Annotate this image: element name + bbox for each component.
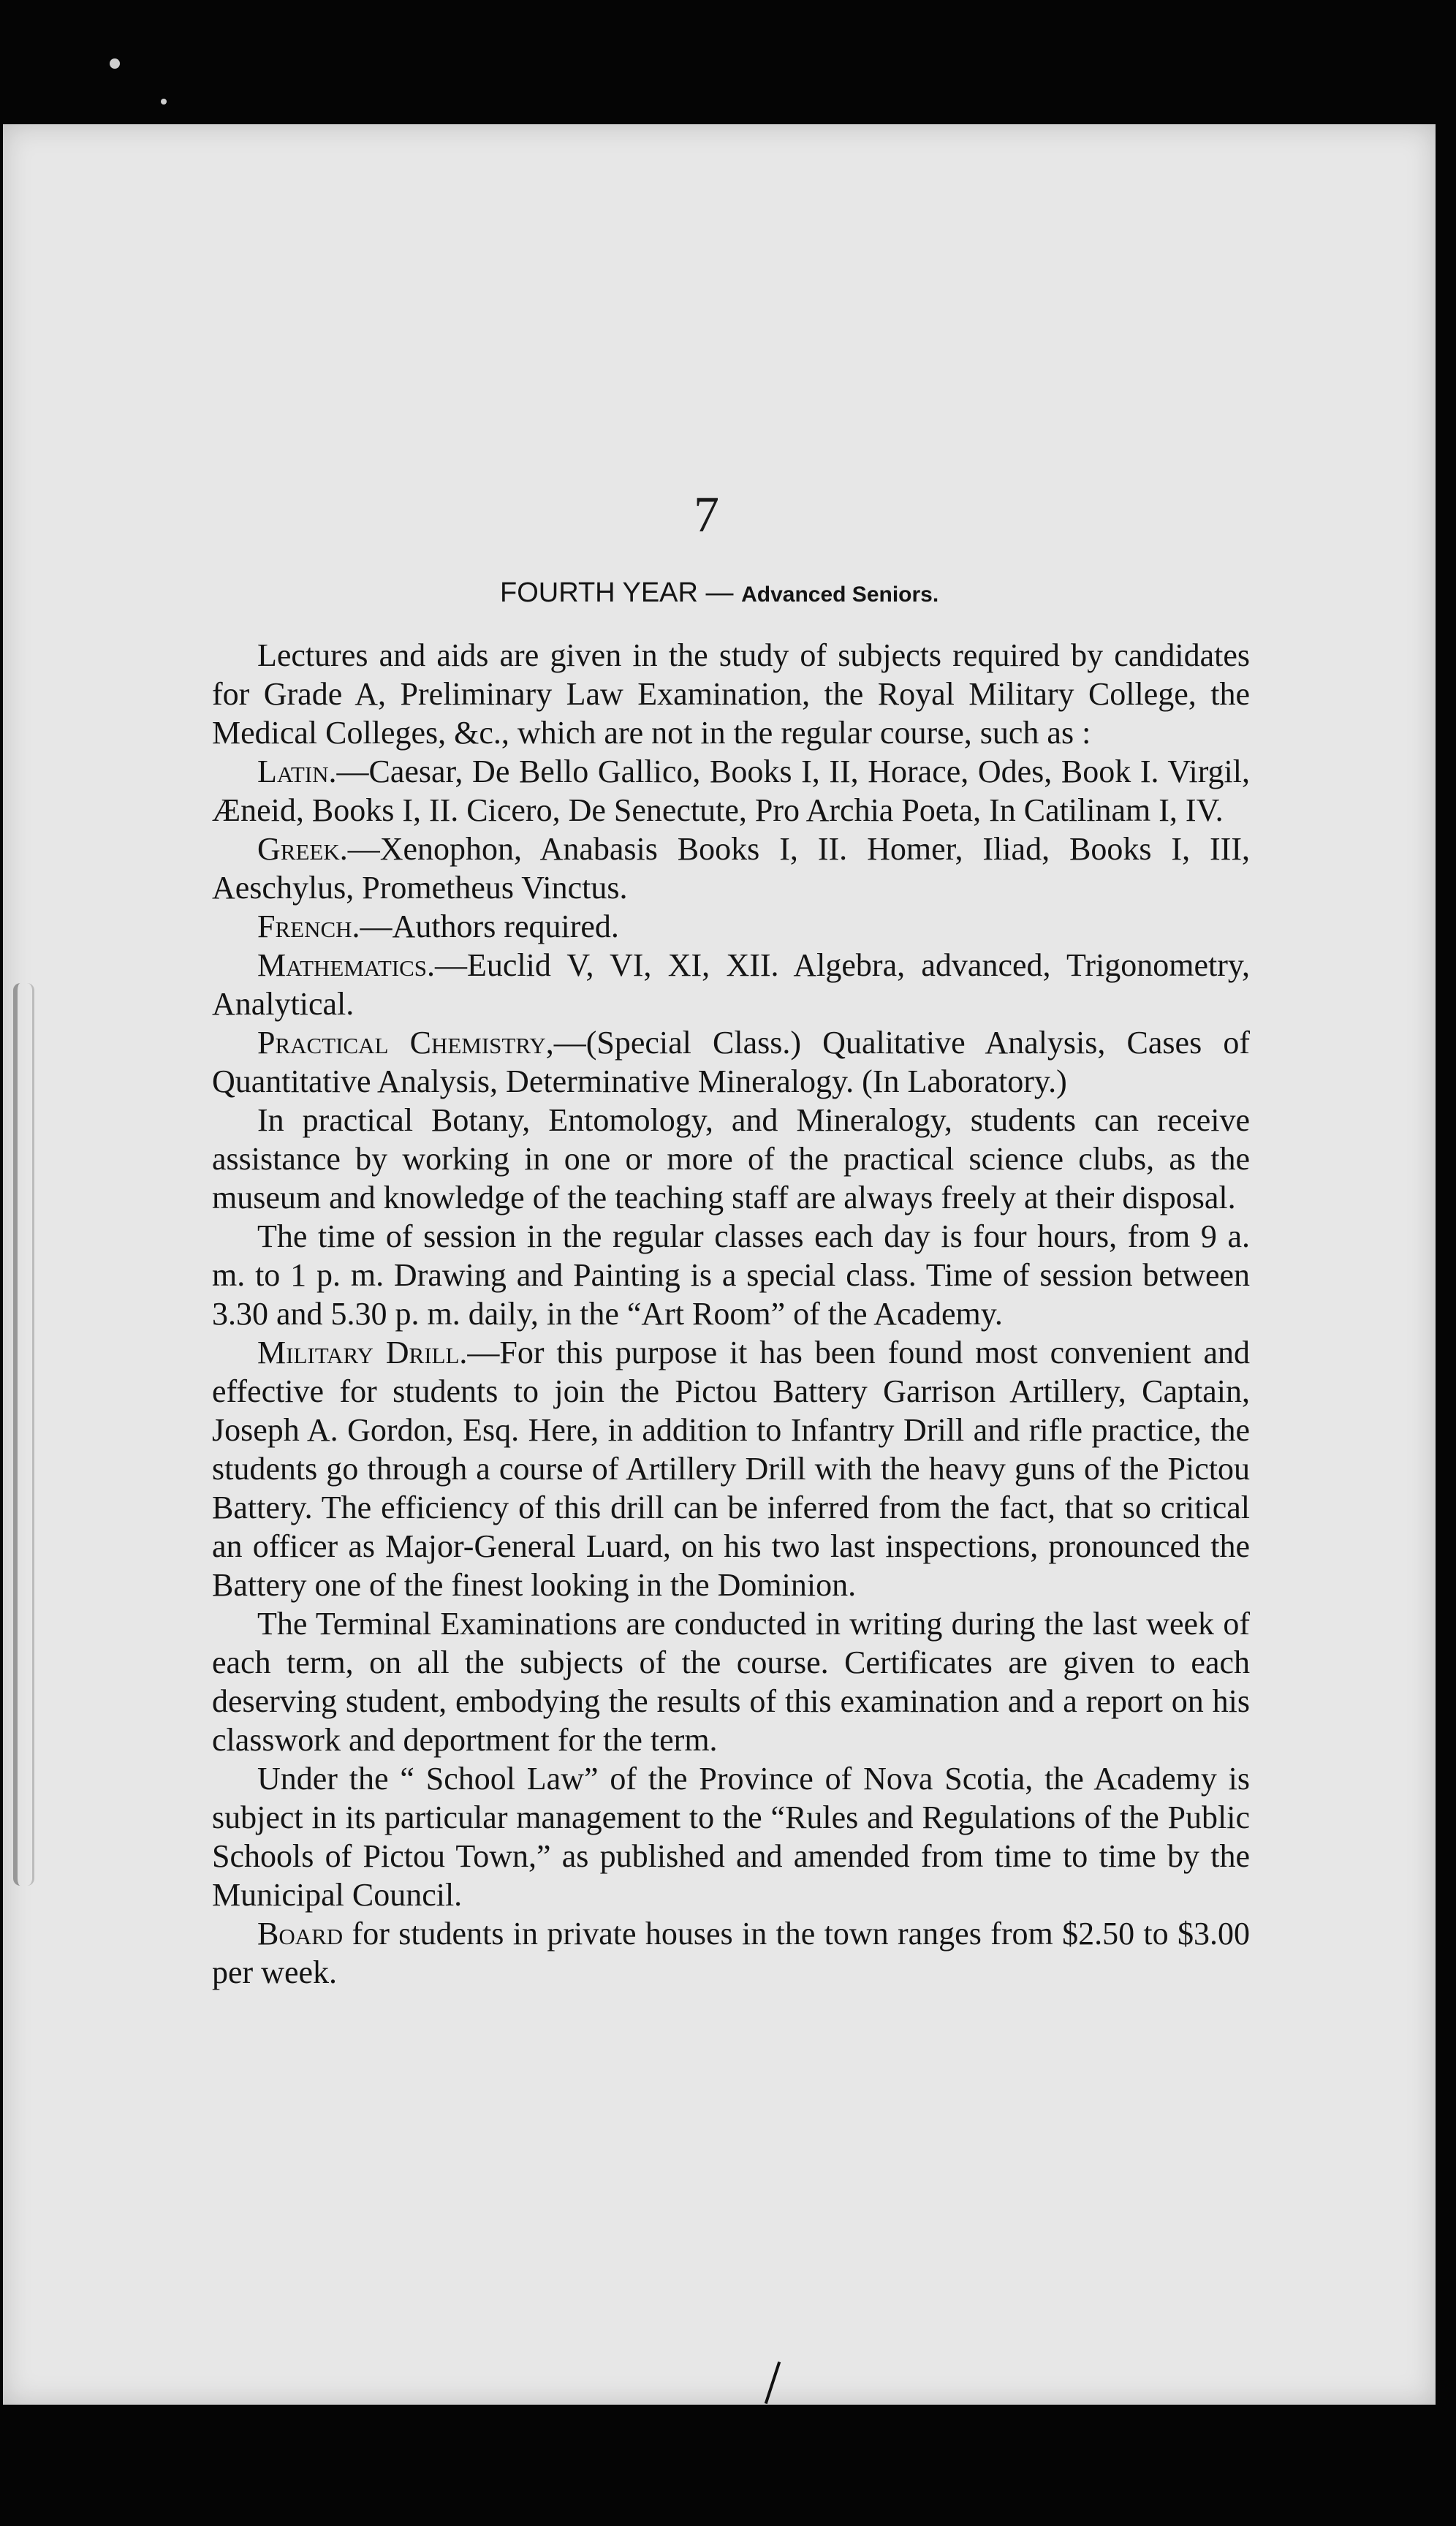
greek-label: Greek. [257, 831, 348, 867]
document-page [3, 124, 1436, 2405]
military-drill-paragraph [212, 1333, 1250, 1604]
latin-body: —Caesar, De Bello Gallico, Books I, II, Horace, Odes, Book I. Virgil, Æneid, Books I, II. Cicero, De Senectute, Pro Archia Poeta, In Catilinam I, IV. [212, 754, 1250, 828]
latin-paragraph [212, 752, 1250, 830]
french-label: French. [257, 909, 360, 944]
chemistry-label: Practical Chemistry, [257, 1025, 554, 1061]
scan-speck [110, 58, 120, 69]
intro-paragraph: Lectures and aids are given in the study of subjects required by candidates for Grade A, Preliminary Law Examination, the Royal Military College, the Medical Colleges, &c., which are not in the regular course, such as : [212, 637, 1250, 751]
body-text [212, 636, 1250, 1992]
chemistry-body: —(Special Class.) Qualitative Analysis, Cases of Quantitative Analysis, Determinative Mineralogy. (In Laboratory.) [212, 1025, 1250, 1099]
heading-sub: Advanced Seniors. [741, 583, 939, 607]
french-body: —Authors required. [360, 909, 619, 944]
chemistry-paragraph [212, 1023, 1250, 1101]
greek-paragraph [212, 830, 1250, 907]
mathematics-paragraph [212, 946, 1250, 1023]
board-label: Board [257, 1916, 344, 1952]
mathematics-body: —Euclid V, VI, XI, XII. Algebra, advanced, Trigonometry, Analytical. [212, 947, 1250, 1022]
french-paragraph [212, 907, 1250, 946]
board-paragraph [212, 1914, 1250, 1992]
mathematics-label: Mathematics. [257, 947, 436, 983]
page-number: 7 [694, 487, 719, 543]
section-heading [500, 577, 997, 609]
scan-speck [161, 99, 167, 105]
examinations-paragraph: The Terminal Examinations are conducted in writing during the last week of each term, on all the subjects of the course. Certificates are given to each deserving student, embodying the results of this examination and a report on his classwork and deportment for the term. [212, 1606, 1250, 1758]
greek-body: —Xenophon, Anabasis Books I, II. Homer, Iliad, Books I, III, Aeschylus, Prometheus Vinctus. [212, 831, 1250, 906]
latin-label: Latin. [257, 754, 337, 789]
session-paragraph: The time of session in the regular classes each day is four hours, from 9 a. m. to 1 p. m. Drawing and Painting is a special class. Time of session between 3.30 and 5.30 p. m. daily, in the “Art Room” of the Academy. [212, 1218, 1250, 1332]
military-drill-label: Military Drill. [257, 1335, 468, 1370]
botany-paragraph: In practical Botany, Entomology, and Mineralogy, students can receive assistance by working in one or more of the practical science clubs, as the museum and knowledge of the teaching staff are always freely at their disposal. [212, 1102, 1250, 1215]
board-body: for students in private houses in the town ranges from $2.50 to $3.00 per week. [212, 1916, 1250, 1990]
heading-main: FOURTH YEAR — [500, 577, 734, 608]
binding-string [13, 983, 34, 1886]
school-law-paragraph: Under the “ School Law” of the Province of Nova Scotia, the Academy is subject in its particular management to the “Rules and Regulations of the Public Schools of Pictou Town,” as published and amended from time to time by the Municipal Council. [212, 1761, 1250, 1913]
military-drill-body: —For this purpose it has been found most convenient and effective for students to join the Pictou Battery Garrison Artillery, Captain, Joseph A. Gordon, Esq. Here, in addition to Infantry Drill and rifle practice, the students go through a course of Artillery Drill with the heavy guns of the Pictou Battery. The efficiency of this drill can be inferred from the fact, that so critical an officer as Major-General Luard, on his two last inspections, pronounced the Battery one of the finest looking in the Dominion. [212, 1335, 1250, 1603]
